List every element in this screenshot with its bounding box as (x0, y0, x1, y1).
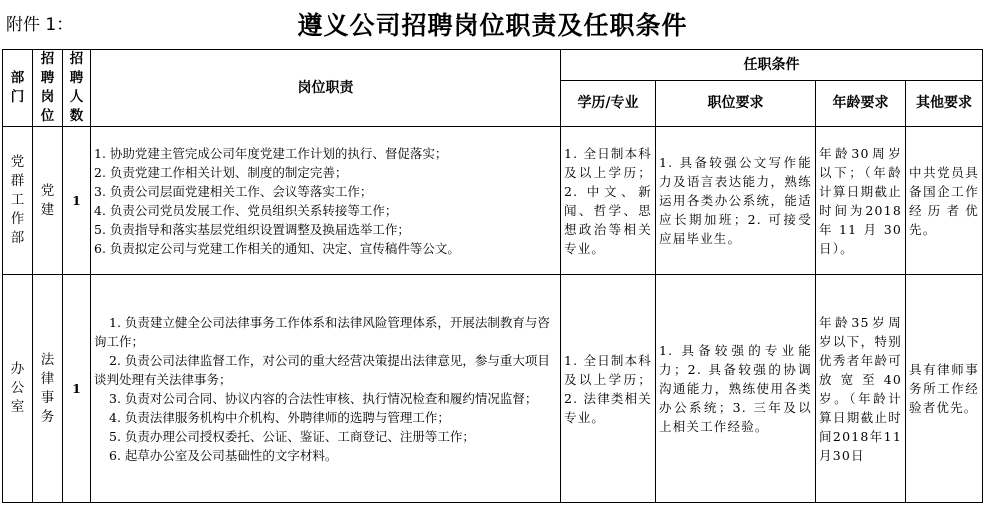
duty-item: 6. 起草办公室及公司基础性的文字材料。 (109, 447, 338, 463)
header-count: 招聘人数 (63, 50, 91, 127)
row-count: 1 (63, 127, 91, 275)
header-age: 年龄要求 (816, 81, 906, 127)
page-title: 遵义公司招聘岗位职责及任职条件 (297, 11, 688, 40)
header-requirements: 任职条件 (561, 50, 983, 81)
header-duties: 岗位职责 (91, 50, 561, 127)
duty-item: 2. 负责党建工作相关计划、制度的制定完善； (94, 164, 348, 180)
attachment-label: 附件 1： (6, 15, 74, 35)
duty-item: 5. 负责指导和落实基层党组织设置调整及换届选举工作； (94, 221, 410, 237)
row-age: 年龄30周岁以下；（年龄计算日期截止时间为2018年11月30日）。 (816, 127, 906, 275)
row-post: 党建 (33, 127, 63, 275)
duty-item: 1. 负责建立健全公司法律事务工作体系和法律风险管理体系，开展法制教育与咨询工作； (94, 314, 550, 349)
duty-item: 4. 负责法律服务机构中介机构、外聘律师的选聘与管理工作； (109, 409, 450, 425)
row-dept: 党群工作部 (3, 127, 33, 275)
table-row (3, 275, 983, 503)
table-row (3, 127, 983, 275)
row-duties (91, 127, 561, 275)
duty-item: 5. 负责办理公司授权委托、公证、鉴证、工商登记、注册等工作； (109, 428, 475, 444)
header-other: 其他要求 (906, 81, 983, 127)
row-dept: 办公室 (3, 275, 33, 503)
row-duties (91, 275, 561, 503)
duty-item: 3. 负责对公司合同、协议内容的合法性审核、执行情况检查和履约情况监督； (109, 390, 538, 406)
duty-item: 4. 负责公司党员发展工作、党员组织关系转接等工作； (94, 202, 398, 218)
header-post: 招聘岗位 (33, 50, 63, 127)
row-job-req: 1. 具备较强公文写作能力及语言表达能力，熟练运用各类办公系统，能适应长期加班；2. 可接受应届毕业生。 (656, 127, 816, 275)
row-job-req: 1. 具备较强的专业能力；2. 具备较强的协调沟通能力，熟练使用各类办公系统；3. 三年及以上相关工作经验。 (656, 275, 816, 503)
recruitment-table (2, 49, 983, 503)
duty-item: 1. 协助党建主管完成公司年度党建工作计划的执行、督促落实； (94, 145, 448, 161)
header-job-req: 职位要求 (656, 81, 816, 127)
row-other: 具有律师事务所工作经验者优先。 (906, 275, 983, 503)
duty-item: 3. 负责公司层面党建相关工作、会议等落实工作； (94, 183, 373, 199)
duty-item: 2. 负责公司法律监督工作，对公司的重大经营决策提出法律意见，参与重大项目谈判处理有关法律事务； (94, 352, 550, 387)
row-other: 中共党员具备国企工作经历者优先。 (906, 127, 983, 275)
header-dept: 部门 (3, 50, 33, 127)
row-count: 1 (63, 275, 91, 503)
row-age: 年龄35岁周岁以下，特别优秀者年龄可放宽至40岁。（年龄计算日期截止时间2018年11月30日 (816, 275, 906, 503)
row-education: 1. 全日制本科及以上学历；2. 法律类相关专业。 (561, 275, 656, 503)
row-education: 1. 全日制本科及以上学历；2. 中文、新闻、哲学、思想政治等相关专业。 (561, 127, 656, 275)
row-post: 法律事务 (33, 275, 63, 503)
header-education: 学历/专业 (561, 81, 656, 127)
duty-item: 6. 负责拟定公司与党建工作相关的通知、决定、宣传稿件等公文。 (94, 240, 460, 256)
